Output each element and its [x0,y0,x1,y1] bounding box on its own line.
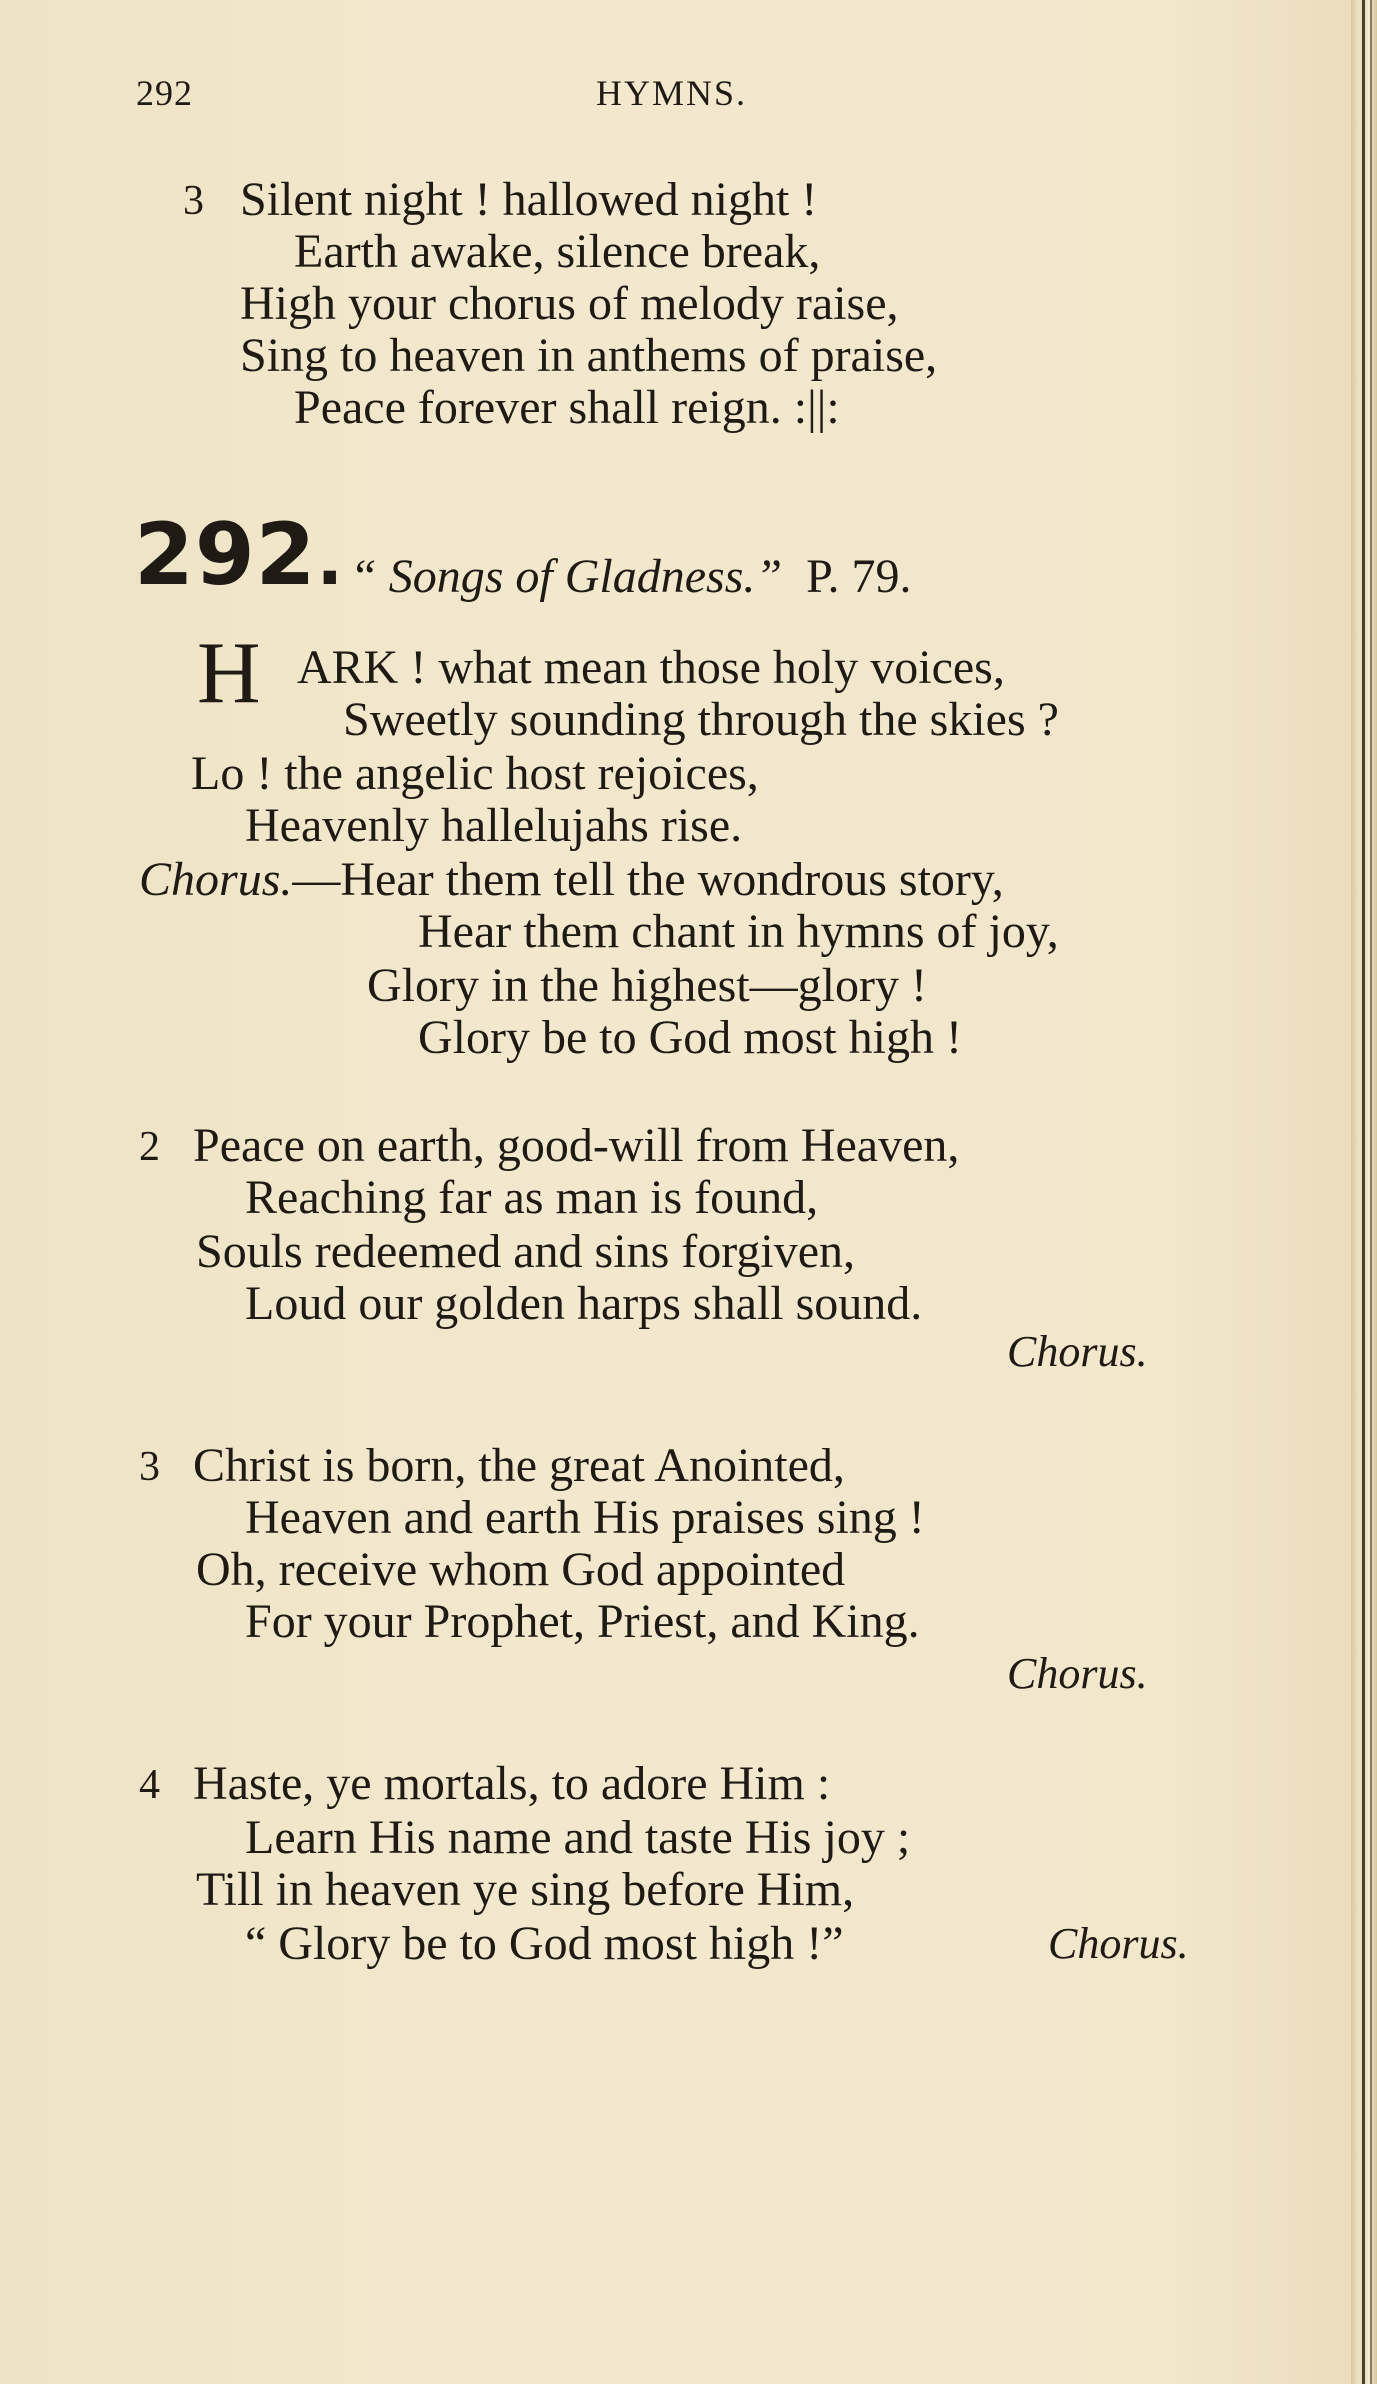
verse-line: Earth awake, silence break, [294,225,821,278]
verse-line: Till in heaven ye sing before Him, [196,1863,855,1916]
tune-reference [350,549,911,604]
stanza-number: 4 [139,1762,160,1808]
verse-line: Oh, receive whom God appointed [196,1543,846,1596]
edge-line [1362,0,1365,2384]
tune-page: P. 79. [806,550,912,603]
stanza-number: 3 [183,178,204,224]
verse-line: Haste, ye mortals, to adore Him : [193,1757,831,1810]
page-edge [1351,0,1377,2384]
chorus-reference: Chorus. [1007,1649,1148,1698]
tune-title: “ Songs of Gladness.” [350,550,783,603]
verse-line: Heavenly hallelujahs rise. [245,799,743,852]
chorus-line: Chorus.—Hear them tell the wondrous story, [139,853,1004,906]
edge-line [1370,0,1372,2384]
chorus-line: Glory be to God most high ! [418,1011,962,1064]
verse-line: For your Prophet, Priest, and King. [245,1595,920,1648]
stanza-number: 2 [139,1124,160,1170]
verse-line: Souls redeemed and sins forgiven, [196,1225,855,1278]
chorus-line: Hear them chant in hymns of joy, [418,905,1059,958]
verse-line: Heaven and earth His praises sing ! [245,1491,925,1544]
verse-line: Sing to heaven in anthems of praise, [240,329,938,382]
chorus-line: Glory in the highest—glory ! [367,959,927,1012]
chorus-label: Chorus. [139,853,293,906]
verse-line: High your chorus of melody raise, [240,277,899,330]
stanza-number: 3 [139,1444,160,1490]
verse-line: Christ is born, the great Anointed, [193,1439,845,1492]
verse-line: Sweetly sounding through the skies ? [343,693,1059,746]
chorus-reference: Chorus. [1007,1327,1148,1376]
verse-line: Peace on earth, good-will from Heaven, [193,1119,960,1172]
verse-line: Reaching far as man is found, [245,1171,819,1224]
hymn-number: 292. [134,505,345,605]
verse-line: Learn His name and taste His joy ; [245,1811,911,1864]
verse-line: Loud our golden harps shall sound. [245,1277,923,1330]
verse-line: Lo ! the angelic host rejoices, [191,747,759,800]
running-head: HYMNS. [596,73,748,113]
verse-line: “ Glory be to God most high !” [245,1917,844,1970]
drop-cap: H [197,625,261,722]
verse-line: ARK ! what mean those holy voices, [297,641,1005,694]
page-number: 292 [136,73,193,113]
verse-line: Silent night ! hallowed night ! [240,173,818,226]
verse-line: Peace forever shall reign. :||: [294,381,840,434]
chorus-reference: Chorus. [1048,1919,1189,1968]
